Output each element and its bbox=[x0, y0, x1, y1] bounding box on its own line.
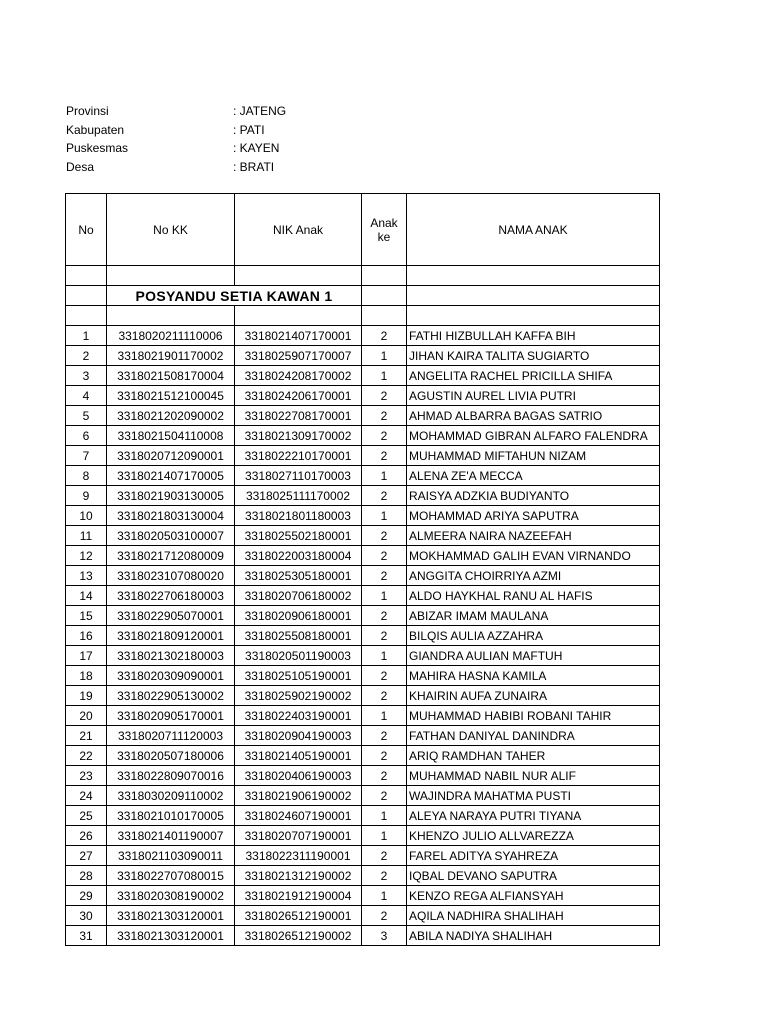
cell-nama-anak: AGUSTIN AUREL LIVIA PUTRI bbox=[407, 386, 660, 406]
cell-no-kk: 3318030209110002 bbox=[107, 786, 235, 806]
cell-anak-ke: 2 bbox=[362, 766, 407, 786]
table-row bbox=[66, 346, 660, 366]
cell-no-kk: 3318020308190002 bbox=[107, 886, 235, 906]
cell-no-kk: 3318020211110006 bbox=[107, 326, 235, 346]
table-row bbox=[66, 326, 660, 346]
cell-no: 9 bbox=[66, 486, 107, 506]
table-row bbox=[66, 726, 660, 746]
cell-no-kk: 3318020711120003 bbox=[107, 726, 235, 746]
cell-no-kk: 3318020712090001 bbox=[107, 446, 235, 466]
cell-no: 10 bbox=[66, 506, 107, 526]
table-body bbox=[66, 266, 660, 946]
cell-nik-anak: 3318021312190002 bbox=[235, 866, 362, 886]
cell-nama-anak: MUHAMMAD NABIL NUR ALIF bbox=[407, 766, 660, 786]
table-row bbox=[66, 366, 660, 386]
cell-anak-ke: 1 bbox=[362, 466, 407, 486]
cell-no-kk: 3318021010170005 bbox=[107, 806, 235, 826]
meta-label: Desa bbox=[66, 159, 95, 174]
cell-nik-anak: 3318025902190002 bbox=[235, 686, 362, 706]
cell-anak-ke: 1 bbox=[362, 706, 407, 726]
cell-nama-anak: FATHAN DANIYAL DANINDRA bbox=[407, 726, 660, 746]
table-row bbox=[66, 766, 660, 786]
table-row bbox=[66, 566, 660, 586]
cell-no: 2 bbox=[66, 346, 107, 366]
header-no: No bbox=[66, 194, 107, 266]
cell-nik-anak: 3318020706180002 bbox=[235, 586, 362, 606]
cell-anak-ke: 2 bbox=[362, 686, 407, 706]
cell-no: 11 bbox=[66, 526, 107, 546]
table-row bbox=[66, 926, 660, 946]
cell-nama-anak: ABIZAR IMAM MAULANA bbox=[407, 606, 660, 626]
table-row bbox=[66, 886, 660, 906]
section-title: POSYANDU SETIA KAWAN 1 bbox=[107, 286, 362, 306]
cell-nik-anak: 3318022403190001 bbox=[235, 706, 362, 726]
cell-anak-ke: 1 bbox=[362, 646, 407, 666]
table-row bbox=[66, 746, 660, 766]
cell-no: 27 bbox=[66, 846, 107, 866]
cell-nik-anak: 3318021405190001 bbox=[235, 746, 362, 766]
cell-nama-anak: KHAIRIN AUFA ZUNAIRA bbox=[407, 686, 660, 706]
cell-nik-anak: 3318022003180004 bbox=[235, 546, 362, 566]
cell-anak-ke: 3 bbox=[362, 926, 407, 946]
meta-value: : KAYEN bbox=[233, 141, 280, 155]
cell-nama-anak: AHMAD ALBARRA BAGAS SATRIO bbox=[407, 406, 660, 426]
cell-nama-anak: ALENA ZE'A MECCA bbox=[407, 466, 660, 486]
table-row bbox=[66, 446, 660, 466]
cell-nik-anak: 3318020406190003 bbox=[235, 766, 362, 786]
cell-nama-anak: MOHAMMAD ARIYA SAPUTRA bbox=[407, 506, 660, 526]
cell-nik-anak: 3318020501190003 bbox=[235, 646, 362, 666]
cell-nik-anak: 3318025508180001 bbox=[235, 626, 362, 646]
cell-no-kk: 3318023107080020 bbox=[107, 566, 235, 586]
cell-no-kk: 3318020309090001 bbox=[107, 666, 235, 686]
cell-nik-anak: 3318026512190001 bbox=[235, 906, 362, 926]
cell-no: 3 bbox=[66, 366, 107, 386]
cell-nik-anak: 3318021906190002 bbox=[235, 786, 362, 806]
cell-no-kk: 3318021407170005 bbox=[107, 466, 235, 486]
cell-anak-ke: 2 bbox=[362, 786, 407, 806]
table-row bbox=[66, 686, 660, 706]
cell-no: 16 bbox=[66, 626, 107, 646]
cell-no-kk: 3318022707080015 bbox=[107, 866, 235, 886]
cell-nik-anak: 3318027110170003 bbox=[235, 466, 362, 486]
empty-row bbox=[66, 306, 660, 326]
cell-no-kk: 3318021712080009 bbox=[107, 546, 235, 566]
cell-no: 21 bbox=[66, 726, 107, 746]
cell-anak-ke: 1 bbox=[362, 586, 407, 606]
meta-kabupaten bbox=[66, 121, 286, 140]
cell-no-kk: 3318021504110008 bbox=[107, 426, 235, 446]
cell-anak-ke: 2 bbox=[362, 846, 407, 866]
cell-anak-ke: 2 bbox=[362, 426, 407, 446]
meta-desa bbox=[66, 158, 286, 177]
cell-no-kk: 3318021401190007 bbox=[107, 826, 235, 846]
cell-nik-anak: 3318020707190001 bbox=[235, 826, 362, 846]
cell-no: 7 bbox=[66, 446, 107, 466]
table-row bbox=[66, 606, 660, 626]
cell-anak-ke: 2 bbox=[362, 726, 407, 746]
cell-no-kk: 3318021303120001 bbox=[107, 926, 235, 946]
cell-anak-ke: 2 bbox=[362, 626, 407, 646]
cell-anak-ke: 2 bbox=[362, 446, 407, 466]
cell-nik-anak: 3318021407170001 bbox=[235, 326, 362, 346]
table-row bbox=[66, 506, 660, 526]
cell-no: 26 bbox=[66, 826, 107, 846]
cell-no-kk: 3318022706180003 bbox=[107, 586, 235, 606]
cell-nama-anak: MOKHAMMAD GALIH EVAN VIRNANDO bbox=[407, 546, 660, 566]
cell-nik-anak: 3318022708170001 bbox=[235, 406, 362, 426]
cell-nama-anak: RAISYA ADZKIA BUDIYANTO bbox=[407, 486, 660, 506]
cell-nik-anak: 3318026512190002 bbox=[235, 926, 362, 946]
table-row bbox=[66, 486, 660, 506]
table-row bbox=[66, 866, 660, 886]
cell-nik-anak: 3318025907170007 bbox=[235, 346, 362, 366]
cell-nama-anak: MUHAMMAD HABIBI ROBANI TAHIR bbox=[407, 706, 660, 726]
cell-anak-ke: 1 bbox=[362, 806, 407, 826]
header-nik-anak: NIK Anak bbox=[235, 194, 362, 266]
table-row bbox=[66, 706, 660, 726]
table-row bbox=[66, 626, 660, 646]
children-table bbox=[65, 193, 660, 946]
cell-no: 1 bbox=[66, 326, 107, 346]
cell-no: 23 bbox=[66, 766, 107, 786]
cell-anak-ke: 2 bbox=[362, 566, 407, 586]
header-anak-ke-line2: ke bbox=[377, 229, 391, 244]
meta-value: : JATENG bbox=[233, 104, 287, 118]
cell-no: 20 bbox=[66, 706, 107, 726]
cell-nama-anak: FAREL ADITYA SYAHREZA bbox=[407, 846, 660, 866]
table-row bbox=[66, 546, 660, 566]
cell-no-kk: 3318021512100045 bbox=[107, 386, 235, 406]
cell-no: 8 bbox=[66, 466, 107, 486]
cell-nik-anak: 3318022210170001 bbox=[235, 446, 362, 466]
header-anak-ke-line1: Anak bbox=[370, 215, 398, 230]
cell-nama-anak: GIANDRA AULIAN MAFTUH bbox=[407, 646, 660, 666]
cell-no: 17 bbox=[66, 646, 107, 666]
cell-no: 28 bbox=[66, 866, 107, 886]
cell-no: 4 bbox=[66, 386, 107, 406]
cell-no-kk: 3318020503100007 bbox=[107, 526, 235, 546]
cell-no-kk: 3318020905170001 bbox=[107, 706, 235, 726]
cell-no-kk: 3318020507180006 bbox=[107, 746, 235, 766]
cell-nik-anak: 3318025111170002 bbox=[235, 486, 362, 506]
cell-anak-ke: 2 bbox=[362, 546, 407, 566]
table-row bbox=[66, 526, 660, 546]
table-row bbox=[66, 646, 660, 666]
cell-no: 30 bbox=[66, 906, 107, 926]
cell-no: 25 bbox=[66, 806, 107, 826]
cell-nik-anak: 3318025305180001 bbox=[235, 566, 362, 586]
cell-nama-anak: FATHI HIZBULLAH KAFFA BIH bbox=[407, 326, 660, 346]
header-info bbox=[66, 102, 286, 176]
cell-anak-ke: 1 bbox=[362, 346, 407, 366]
cell-nama-anak: AQILA NADHIRA SHALIHAH bbox=[407, 906, 660, 926]
header-nama-anak: NAMA ANAK bbox=[407, 194, 660, 266]
table-row bbox=[66, 786, 660, 806]
cell-nama-anak: MUHAMMAD MIFTAHUN NIZAM bbox=[407, 446, 660, 466]
cell-anak-ke: 1 bbox=[362, 366, 407, 386]
cell-nama-anak: IQBAL DEVANO SAPUTRA bbox=[407, 866, 660, 886]
meta-value: : PATI bbox=[233, 122, 265, 137]
cell-nik-anak: 3318020906180001 bbox=[235, 606, 362, 626]
cell-nama-anak: ARIQ RAMDHAN TAHER bbox=[407, 746, 660, 766]
cell-no: 14 bbox=[66, 586, 107, 606]
cell-anak-ke: 2 bbox=[362, 486, 407, 506]
cell-nama-anak: ANGGITA CHOIRRIYA AZMI bbox=[407, 566, 660, 586]
cell-nama-anak: MAHIRA HASNA KAMILA bbox=[407, 666, 660, 686]
meta-label: Provinsi bbox=[66, 104, 109, 118]
table-row bbox=[66, 806, 660, 826]
cell-anak-ke: 2 bbox=[362, 386, 407, 406]
cell-no: 24 bbox=[66, 786, 107, 806]
cell-nik-anak: 3318024208170002 bbox=[235, 366, 362, 386]
cell-no-kk: 3318021809120001 bbox=[107, 626, 235, 646]
cell-no: 19 bbox=[66, 686, 107, 706]
table-header-row bbox=[66, 194, 660, 266]
header-anak-ke bbox=[362, 194, 407, 266]
empty-row bbox=[66, 266, 660, 286]
cell-no-kk: 3318021803130004 bbox=[107, 506, 235, 526]
cell-nama-anak: BILQIS AULIA AZZAHRA bbox=[407, 626, 660, 646]
table-row bbox=[66, 386, 660, 406]
cell-no: 31 bbox=[66, 926, 107, 946]
cell-nama-anak: JIHAN KAIRA TALITA SUGIARTO bbox=[407, 346, 660, 366]
cell-nama-anak: ANGELITA RACHEL PRICILLA SHIFA bbox=[407, 366, 660, 386]
cell-nama-anak: KHENZO JULIO ALLVAREZZA bbox=[407, 826, 660, 846]
meta-label: Kabupaten bbox=[66, 122, 125, 137]
section-row bbox=[66, 286, 660, 306]
table-row bbox=[66, 666, 660, 686]
cell-nik-anak: 3318021309170002 bbox=[235, 426, 362, 446]
cell-no-kk: 3318022809070016 bbox=[107, 766, 235, 786]
cell-anak-ke: 1 bbox=[362, 826, 407, 846]
cell-anak-ke: 2 bbox=[362, 866, 407, 886]
cell-nik-anak: 3318020904190003 bbox=[235, 726, 362, 746]
cell-nik-anak: 3318022311190001 bbox=[235, 846, 362, 866]
cell-nik-anak: 3318025105190001 bbox=[235, 666, 362, 686]
cell-no-kk: 3318022905130002 bbox=[107, 686, 235, 706]
cell-nama-anak: ALMEERA NAIRA NAZEEFAH bbox=[407, 526, 660, 546]
cell-nik-anak: 3318024607190001 bbox=[235, 806, 362, 826]
cell-anak-ke: 2 bbox=[362, 406, 407, 426]
cell-no-kk: 3318021303120001 bbox=[107, 906, 235, 926]
cell-anak-ke: 2 bbox=[362, 326, 407, 346]
cell-no: 15 bbox=[66, 606, 107, 626]
cell-nik-anak: 3318021801180003 bbox=[235, 506, 362, 526]
cell-anak-ke: 1 bbox=[362, 886, 407, 906]
meta-label: Puskesmas bbox=[66, 141, 129, 155]
cell-nama-anak: ALEYA NARAYA PUTRI TIYANA bbox=[407, 806, 660, 826]
cell-nama-anak: MOHAMMAD GIBRAN ALFARO FALENDRA bbox=[407, 426, 660, 446]
cell-no-kk: 3318021103090011 bbox=[107, 846, 235, 866]
cell-nama-anak: ALDO HAYKHAL RANU AL HAFIS bbox=[407, 586, 660, 606]
cell-no: 12 bbox=[66, 546, 107, 566]
cell-no-kk: 3318021302180003 bbox=[107, 646, 235, 666]
cell-nik-anak: 3318021912190004 bbox=[235, 886, 362, 906]
cell-no: 5 bbox=[66, 406, 107, 426]
cell-nama-anak: ABILA NADIYA SHALIHAH bbox=[407, 926, 660, 946]
cell-no: 6 bbox=[66, 426, 107, 446]
meta-value: : BRATI bbox=[233, 159, 275, 174]
cell-anak-ke: 2 bbox=[362, 606, 407, 626]
table-row bbox=[66, 906, 660, 926]
table-row bbox=[66, 406, 660, 426]
table-row bbox=[66, 466, 660, 486]
cell-no-kk: 3318021508170004 bbox=[107, 366, 235, 386]
table-row bbox=[66, 586, 660, 606]
cell-nama-anak: KENZO REGA ALFIANSYAH bbox=[407, 886, 660, 906]
table-row bbox=[66, 846, 660, 866]
cell-nik-anak: 3318025502180001 bbox=[235, 526, 362, 546]
cell-no-kk: 3318021202090002 bbox=[107, 406, 235, 426]
table-row bbox=[66, 426, 660, 446]
cell-anak-ke: 2 bbox=[362, 666, 407, 686]
meta-provinsi bbox=[66, 102, 286, 121]
cell-no: 13 bbox=[66, 566, 107, 586]
meta-puskesmas bbox=[66, 139, 286, 158]
cell-no-kk: 3318021903130005 bbox=[107, 486, 235, 506]
cell-no: 18 bbox=[66, 666, 107, 686]
cell-no: 29 bbox=[66, 886, 107, 906]
cell-no-kk: 3318021901170002 bbox=[107, 346, 235, 366]
table-row bbox=[66, 826, 660, 846]
cell-no: 22 bbox=[66, 746, 107, 766]
cell-anak-ke: 2 bbox=[362, 906, 407, 926]
cell-anak-ke: 2 bbox=[362, 526, 407, 546]
cell-nama-anak: WAJINDRA MAHATMA PUSTI bbox=[407, 786, 660, 806]
cell-anak-ke: 1 bbox=[362, 506, 407, 526]
cell-no-kk: 3318022905070001 bbox=[107, 606, 235, 626]
header-no-kk: No KK bbox=[107, 194, 235, 266]
cell-nik-anak: 3318024206170001 bbox=[235, 386, 362, 406]
cell-anak-ke: 2 bbox=[362, 746, 407, 766]
